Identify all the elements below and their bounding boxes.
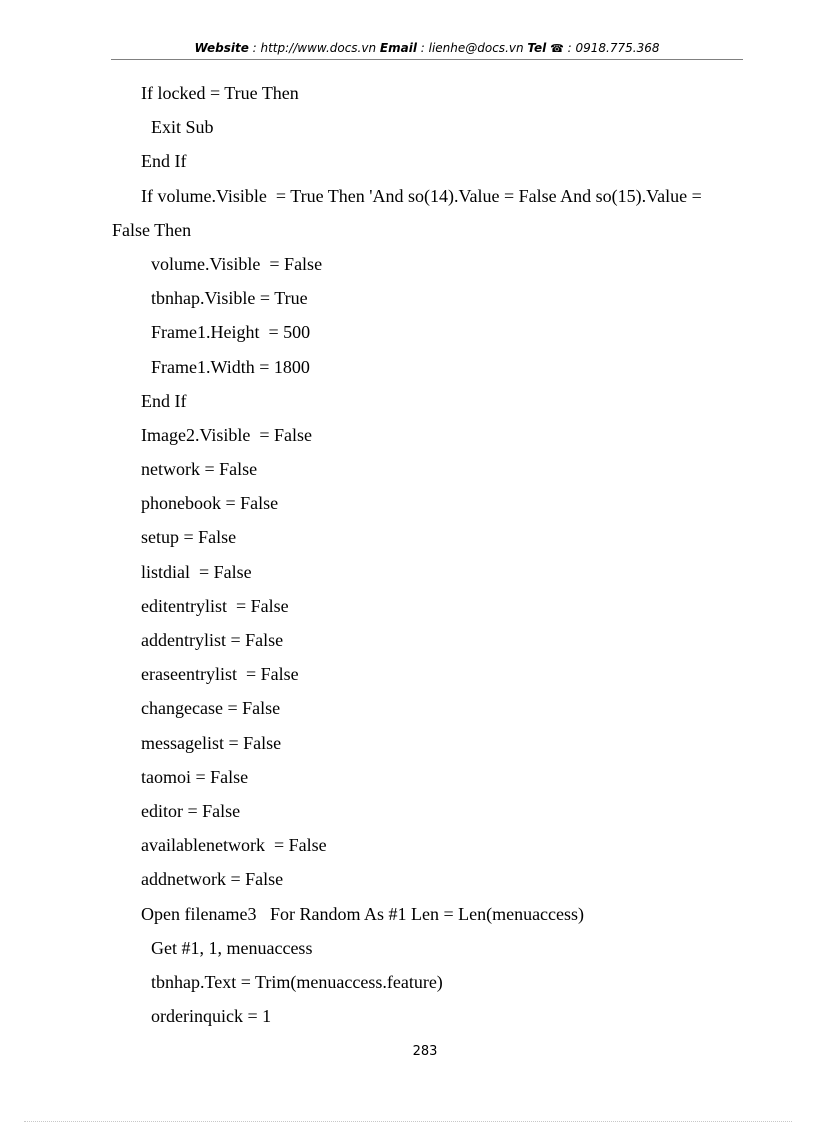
code-line: End If [141, 390, 187, 411]
code-line: False Then [112, 219, 192, 240]
code-line: phonebook = False [141, 493, 279, 514]
code-line: Exit Sub [151, 117, 214, 138]
footer-divider [24, 1121, 792, 1122]
tel-label: Tel [527, 41, 547, 55]
tel-value: : 0918.775.368 [563, 41, 660, 55]
page-number: 283 [412, 1044, 438, 1059]
code-line: If locked = True Then [141, 83, 299, 103]
code-line: volume.Visible = False [151, 253, 323, 274]
code-listing [112, 79, 752, 1036]
code-line: tbnhap.Visible = True [151, 288, 308, 309]
code-line: network = False [141, 459, 258, 480]
website-label: Website [194, 41, 249, 55]
page-header [111, 38, 743, 60]
phone-icon: ☎ [550, 42, 564, 55]
code-line: Image2.Visible = False [141, 424, 313, 445]
code-line: End If [141, 151, 187, 172]
code-line: If volume.Visible = True Then 'And so(14).Value = False And so(15).Value = [141, 185, 702, 206]
code-line: tbnhap.Text = Trim(menuaccess.feature) [151, 971, 443, 992]
code-line: Get #1, 1, menuaccess [151, 937, 313, 958]
code-line: Frame1.Height = 500 [151, 322, 311, 343]
code-line: orderinquick = 1 [151, 1006, 272, 1027]
code-line: listdial = False [141, 561, 252, 582]
code-line: setup = False [141, 527, 237, 548]
code-line: messagelist = False [141, 732, 282, 753]
email-label: Email [379, 41, 417, 55]
code-line: Frame1.Width = 1800 [151, 356, 310, 377]
code-line: Open filename3 For Random As #1 Len = Len(menuaccess) [141, 903, 585, 924]
code-line: eraseentrylist = False [141, 664, 299, 685]
email-value: : lienhe@docs.vn [416, 41, 528, 55]
code-line: addnetwork = False [141, 869, 284, 890]
code-line: taomoi = False [141, 766, 249, 787]
code-line: changecase = False [141, 698, 281, 719]
code-line: addentrylist = False [141, 630, 284, 650]
code-line: editor = False [141, 800, 241, 821]
code-line: availablenetwork = False [141, 835, 327, 856]
website-value: : http://www.docs.vn [248, 41, 380, 55]
code-line: editentrylist = False [141, 595, 289, 616]
